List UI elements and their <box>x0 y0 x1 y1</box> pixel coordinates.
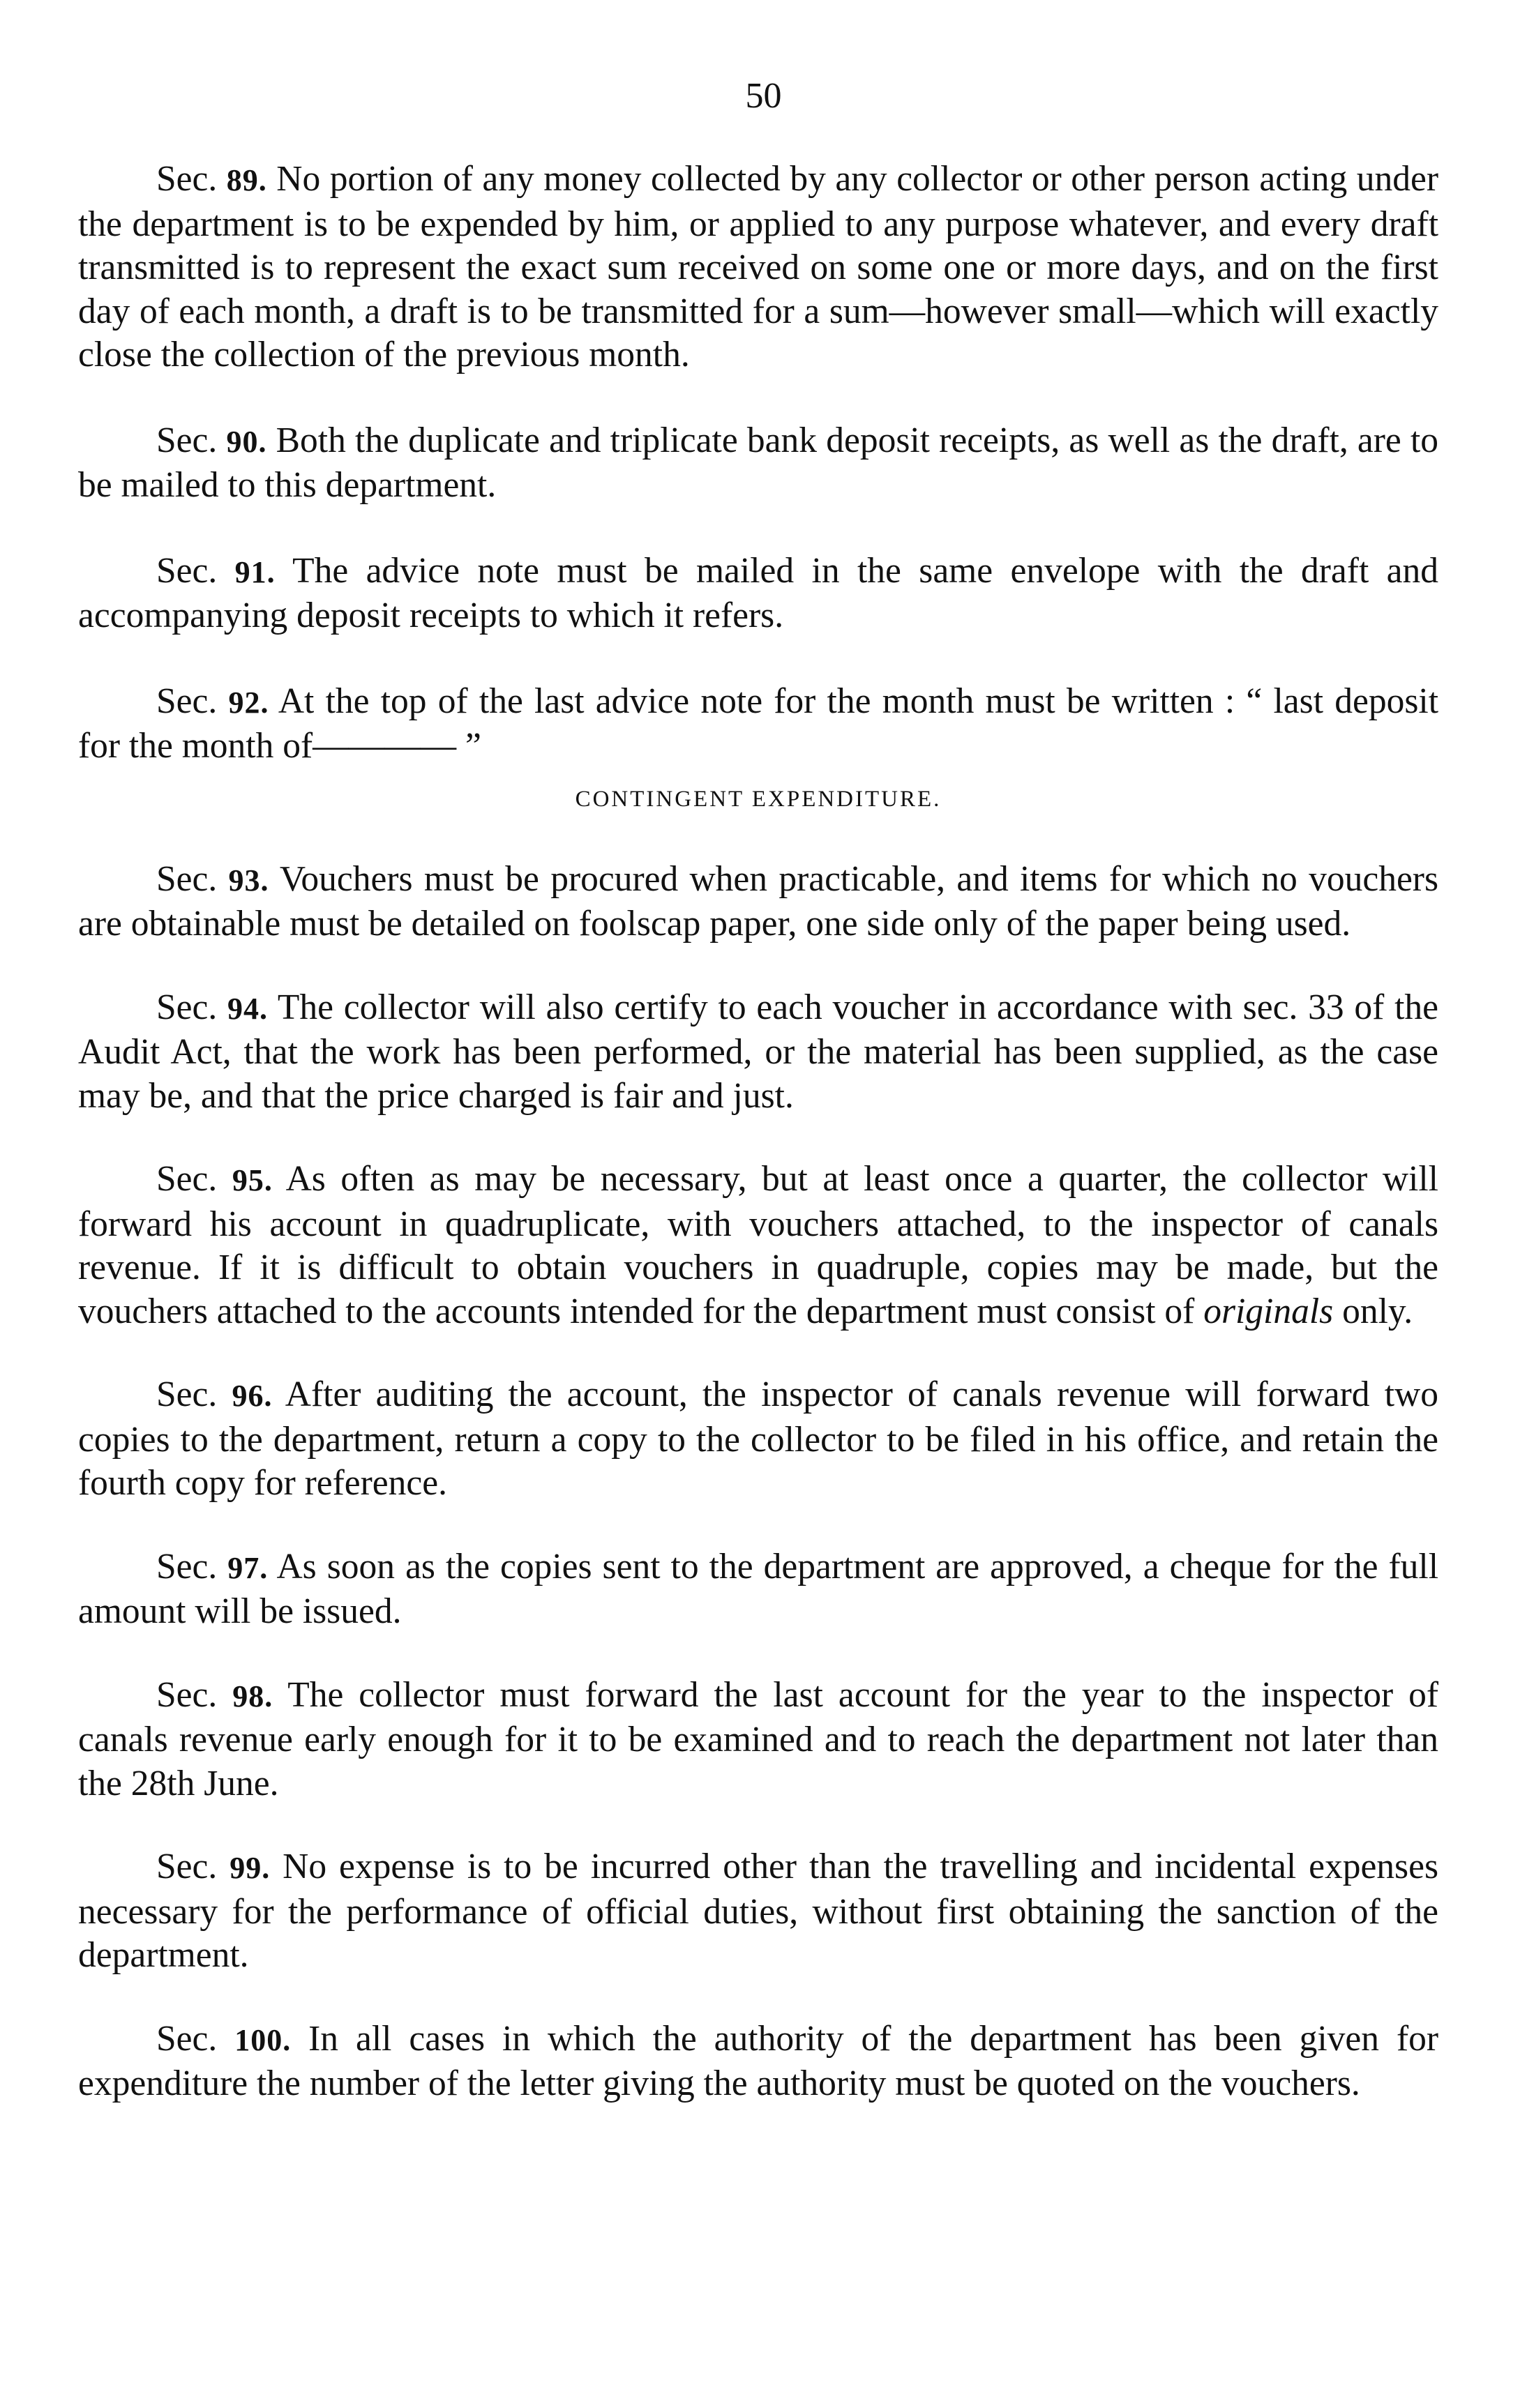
section-number: 90. <box>226 424 267 459</box>
section-99 <box>78 1845 1438 1978</box>
section-text: The collector must forward the last account for the year to the inspector of canals revenue early enough for it to be examined and to reach the department not later than the 28th June. <box>78 1674 1439 1803</box>
section-label: Sec. <box>156 2018 218 2059</box>
section-96 <box>78 1373 1438 1506</box>
section-number: 94. <box>227 991 269 1026</box>
section-number: 93. <box>228 863 269 898</box>
section-text: At the top of the last advice note for the month must be written : “ last deposit for the month of———— ” <box>78 681 1438 766</box>
section-number: 96. <box>232 1379 273 1413</box>
section-number: 98. <box>232 1679 273 1713</box>
section-label: Sec. <box>156 159 218 199</box>
section-text-tail: only. <box>1342 1291 1413 1331</box>
page-number: 50 <box>745 76 782 116</box>
section-number: 91. <box>234 554 276 589</box>
section-number: 92. <box>228 685 269 720</box>
section-90 <box>78 419 1438 508</box>
section-label: Sec. <box>156 858 218 899</box>
section-label: Sec. <box>156 420 218 460</box>
section-text: No expense is to be incurred other than the travelling and incidental expenses necessary for the performance of official duties, without first obtaining the sanction of the department. <box>78 1847 1438 1975</box>
section-text: Both the duplicate and triplicate bank deposit receipts, as well as the draft, are to be mailed to this department. <box>78 420 1439 505</box>
section-label: Sec. <box>156 681 218 721</box>
section-label: Sec. <box>156 1847 218 1886</box>
section-95 <box>78 1158 1438 1333</box>
section-label: Sec. <box>156 987 218 1027</box>
section-label: Sec. <box>156 550 218 591</box>
section-text: The collector will also certify to each voucher in accordance with sec. 33 of the Audit Act, that the work has been performed, or the material has been supplied, as the case may be, and that the price charged is fair and just. <box>78 987 1439 1116</box>
section-label: Sec. <box>156 1546 218 1587</box>
section-label: Sec. <box>156 1375 218 1414</box>
section-label: Sec. <box>156 1159 218 1199</box>
section-text: In all cases in which the authority of the department has been given for expenditure the number of the letter giving the authority must be quoted on the vouchers. <box>78 2018 1439 2103</box>
section-label: Sec. <box>156 1674 218 1715</box>
section-92 <box>78 680 1438 768</box>
section-97 <box>78 1545 1438 1634</box>
section-89 <box>78 158 1438 377</box>
section-100 <box>78 2017 1438 2106</box>
emphasis-text: originals <box>1203 1291 1334 1331</box>
section-text: As soon as the copies sent to the department are approved, a cheque for the full amount will be issued. <box>78 1546 1439 1631</box>
section-text: No portion of any money collected by any collector or other person acting under the department is to be expended by him, or applied to any purpose whatever, and every draft transmitted is to represent the exact sum received on some one or more days, and on the first day of each month, a draft is to be transmitted for a sum—however small—which will exactly close the collection of the previous month. <box>78 159 1439 374</box>
section-text: Vouchers must be procured when practicable, and items for which no vouchers are obtainable must be detailed on foolscap paper, one side only of the paper being used. <box>78 858 1438 944</box>
section-94 <box>78 986 1438 1119</box>
section-number: 97. <box>227 1550 269 1585</box>
section-number: 99. <box>230 1851 271 1885</box>
section-93 <box>78 858 1438 946</box>
section-number: 100. <box>234 2022 292 2057</box>
section-text: After auditing the account, the inspector of canals revenue will forward two copies to the department, return a copy to the collector to be filed in his office, and retain the fourth copy for reference. <box>78 1375 1438 1503</box>
section-text: The advice note must be mailed in the same envelope with the draft and accompanying deposit receipts to which it refers. <box>78 550 1439 635</box>
section-heading: CONTINGENT EXPENDITURE. <box>575 786 942 812</box>
section-98 <box>78 1674 1438 1806</box>
section-number: 95. <box>232 1163 273 1197</box>
section-number: 89. <box>226 163 267 197</box>
page-body <box>78 158 1438 2106</box>
section-91 <box>78 550 1438 638</box>
section-text: As often as may be necessary, but at least once a quarter, the collector will forward his account in quadruplicate, with vouchers attached, to the inspector of canals revenue. If it is difficult to obtain vouchers in quadruple, copies may be made, but the vouchers attached to the accounts intended for the department must consist of <box>78 1159 1438 1331</box>
